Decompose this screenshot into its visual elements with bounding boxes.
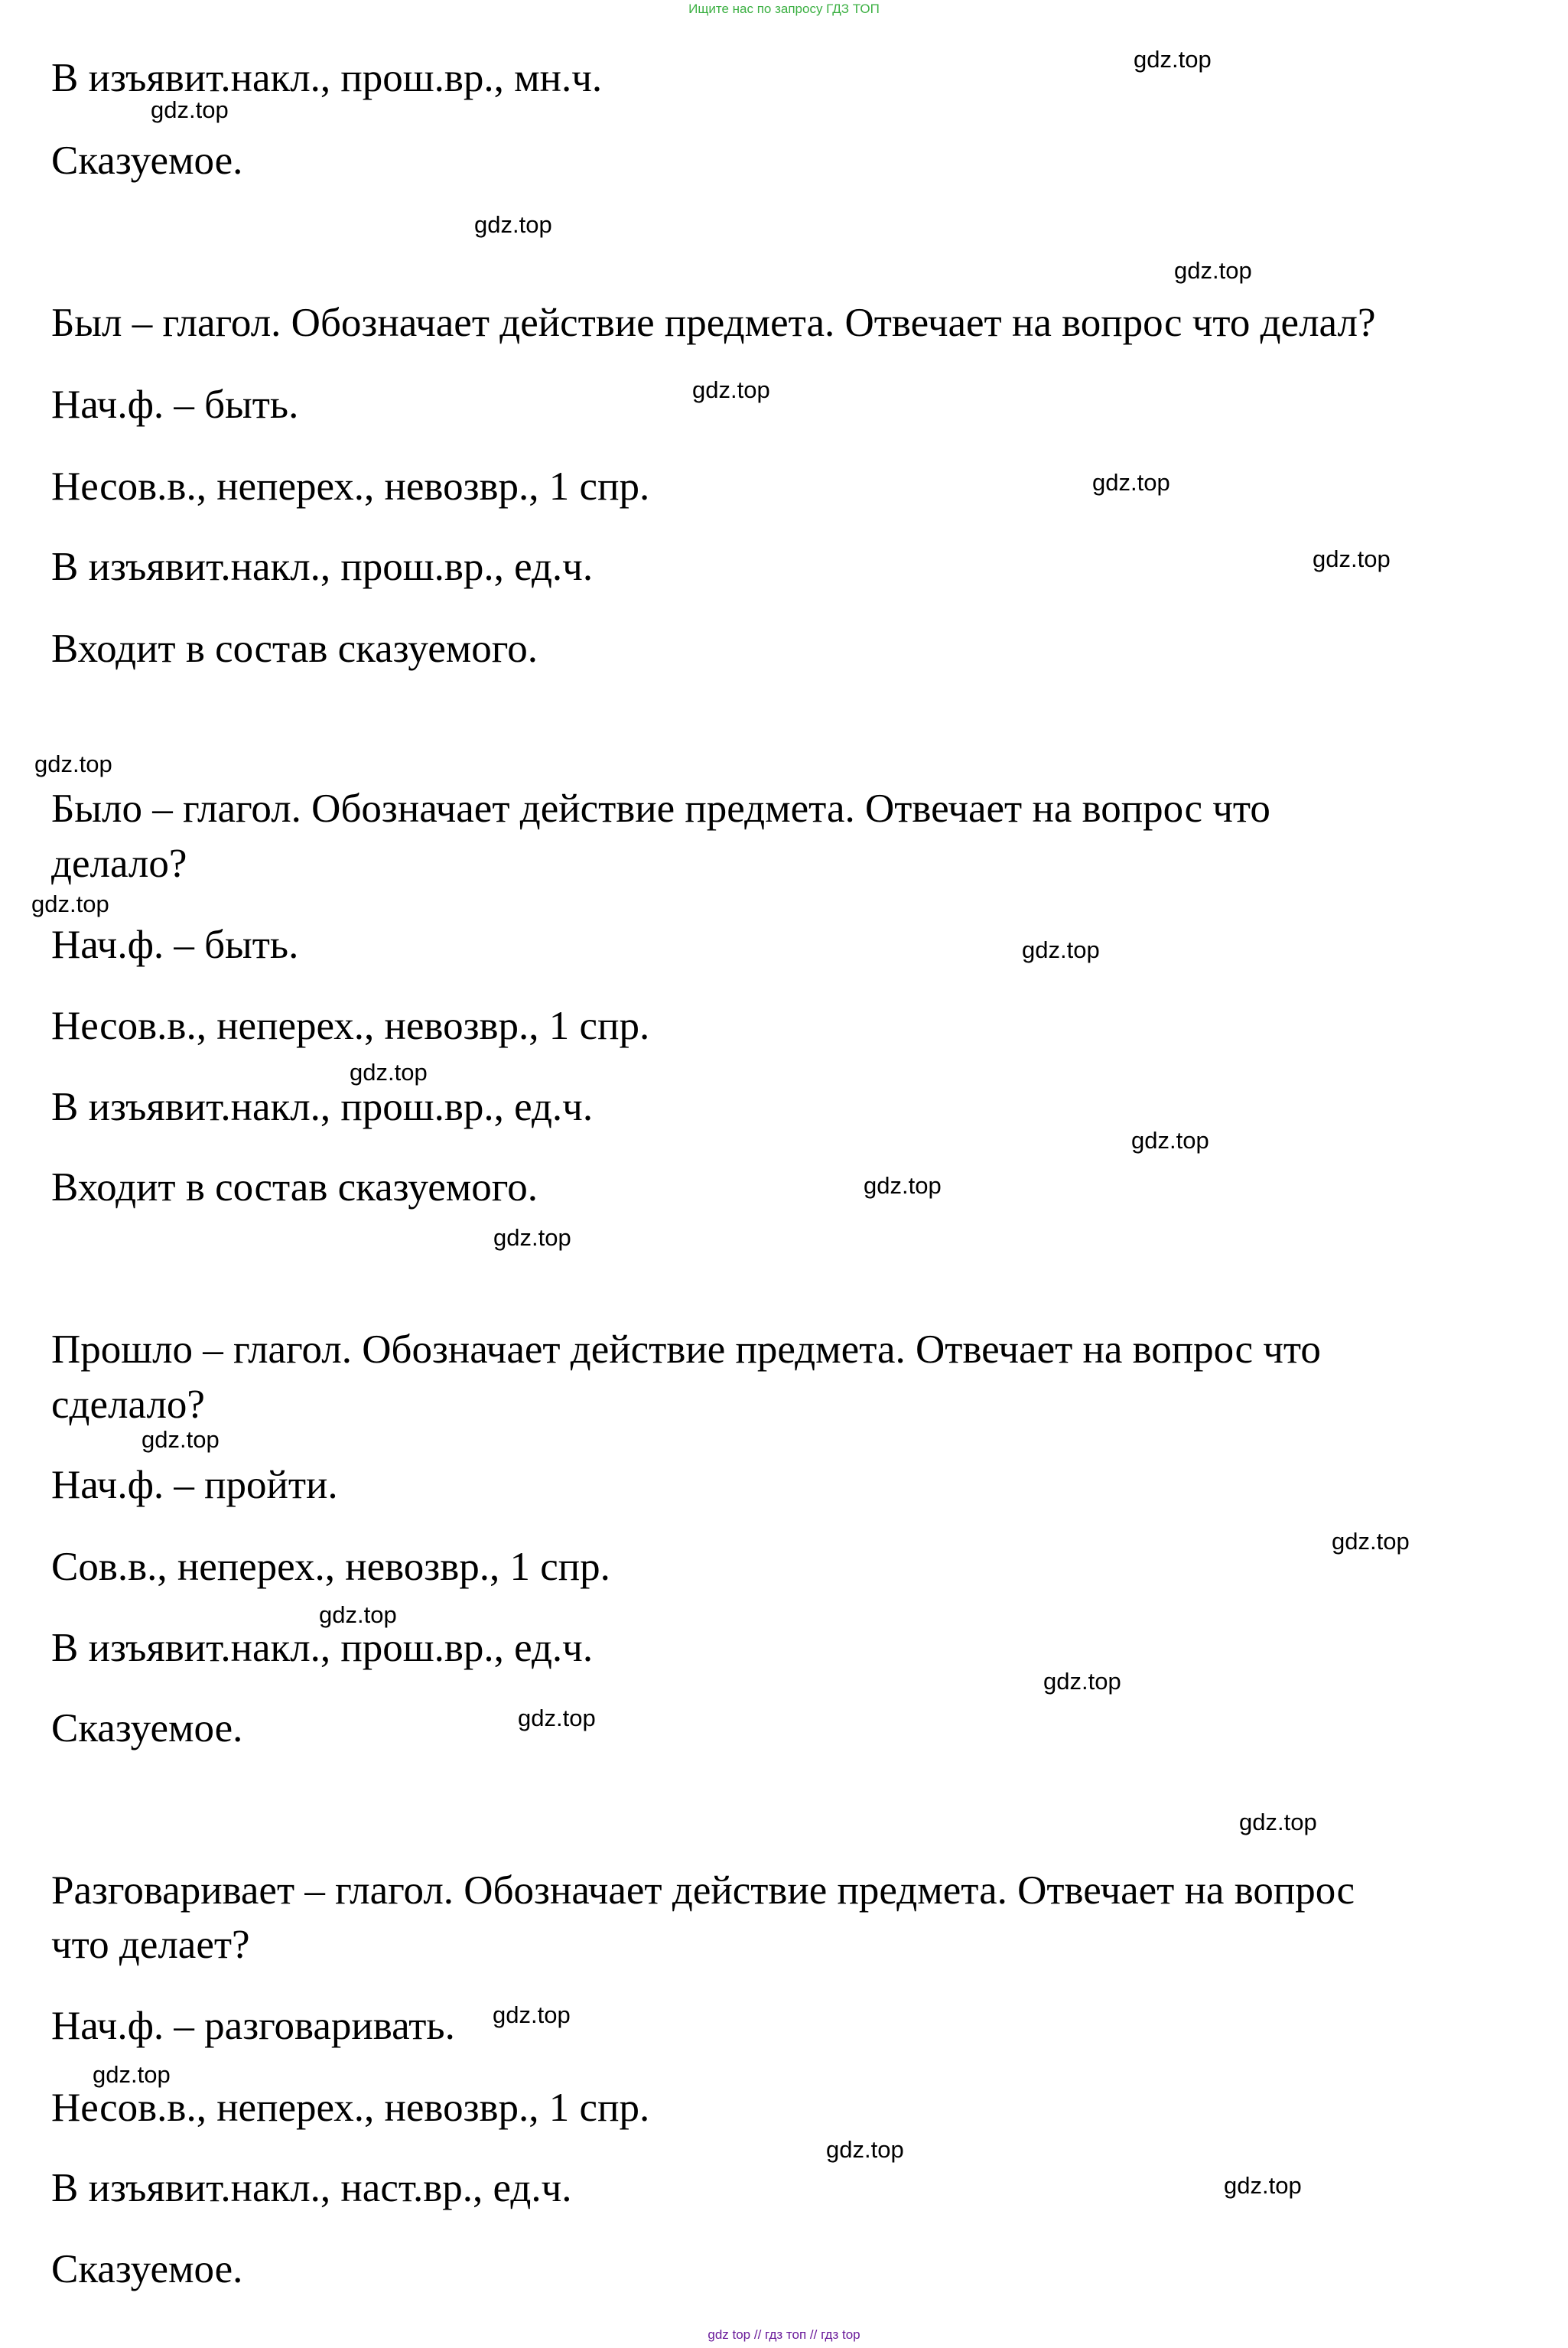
watermark: gdz.top	[493, 1224, 571, 1251]
text-line: делало?	[51, 842, 187, 886]
text-line: Сказуемое.	[51, 2247, 243, 2291]
watermark: gdz.top	[474, 211, 552, 238]
footer-separator: //	[753, 2327, 762, 2342]
watermark: gdz.top	[151, 96, 229, 123]
text-line: В изъявит.накл., прош.вр., ед.ч.	[51, 545, 594, 589]
watermark: gdz.top	[692, 376, 770, 403]
watermark: gdz.top	[319, 1601, 397, 1628]
text-line: Было – глагол. Обозначает действие предмета. Отвечает на вопрос что	[51, 786, 1270, 831]
footer-links	[0, 2327, 1568, 2343]
text-line: В изъявит.накл., наст.вр., ед.ч.	[51, 2166, 572, 2210]
text-line: В изъявит.накл., прош.вр., мн.ч.	[51, 56, 603, 100]
footer-link-gdz-top[interactable]: gdz top	[708, 2327, 751, 2342]
text-line: сделало?	[51, 1382, 205, 1427]
text-line: Несов.в., неперех., невозвр., 1 спр.	[51, 2086, 650, 2130]
footer-separator: //	[809, 2327, 818, 2342]
watermark: gdz.top	[1332, 1528, 1410, 1555]
text-line: Нач.ф. – разговаривать.	[51, 2004, 455, 2048]
watermark: gdz.top	[93, 2061, 171, 2088]
watermark: gdz.top	[1022, 936, 1100, 963]
top-banner[interactable]: Ищите нас по запросу ГДЗ ТОП	[688, 2, 880, 16]
watermark: gdz.top	[1092, 469, 1170, 496]
text-line: Разговаривает – глагол. Обозначает действие предмета. Отвечает на вопрос	[51, 1868, 1355, 1913]
watermark: gdz.top	[1174, 257, 1252, 284]
watermark: gdz.top	[1134, 46, 1212, 73]
text-line: Сов.в., неперех., невозвр., 1 спр.	[51, 1545, 610, 1589]
text-line: Несов.в., неперех., невозвр., 1 спр.	[51, 1004, 650, 1048]
footer-link-gdz-top-mixed[interactable]: гдз top	[821, 2327, 860, 2342]
text-line: Нач.ф. – быть.	[51, 923, 299, 967]
text-line: В изъявит.накл., прош.вр., ед.ч.	[51, 1085, 594, 1129]
text-line: Нач.ф. – пройти.	[51, 1463, 338, 1507]
text-line: Был – глагол. Обозначает действие предмета. Отвечает на вопрос что делал?	[51, 301, 1376, 345]
text-line: Нач.ф. – быть.	[51, 383, 299, 427]
watermark: gdz.top	[350, 1059, 428, 1086]
watermark: gdz.top	[1043, 1668, 1121, 1695]
watermark: gdz.top	[493, 2001, 571, 2028]
watermark: gdz.top	[1239, 1809, 1317, 1835]
footer-link-gdz-top-cyrillic[interactable]: гдз топ	[765, 2327, 807, 2342]
watermark: gdz.top	[142, 1426, 220, 1453]
text-line: Входит в состав сказуемого.	[51, 627, 538, 671]
watermark: gdz.top	[1313, 545, 1391, 572]
watermark: gdz.top	[1224, 2172, 1302, 2199]
watermark: gdz.top	[864, 1172, 942, 1199]
text-line: что делает?	[51, 1923, 250, 1967]
text-line: В изъявит.накл., прош.вр., ед.ч.	[51, 1626, 594, 1670]
text-line: Сказуемое.	[51, 1706, 243, 1750]
watermark: gdz.top	[31, 891, 109, 917]
text-line: Несов.в., неперех., невозвр., 1 спр.	[51, 464, 650, 509]
watermark: gdz.top	[518, 1705, 596, 1731]
watermark: gdz.top	[34, 751, 112, 777]
text-line: Прошло – глагол. Обозначает действие предмета. Отвечает на вопрос что	[51, 1327, 1321, 1372]
text-line: Сказуемое.	[51, 138, 243, 183]
text-line: Входит в состав сказуемого.	[51, 1165, 538, 1210]
watermark: gdz.top	[1131, 1127, 1209, 1154]
watermark: gdz.top	[826, 2136, 904, 2163]
